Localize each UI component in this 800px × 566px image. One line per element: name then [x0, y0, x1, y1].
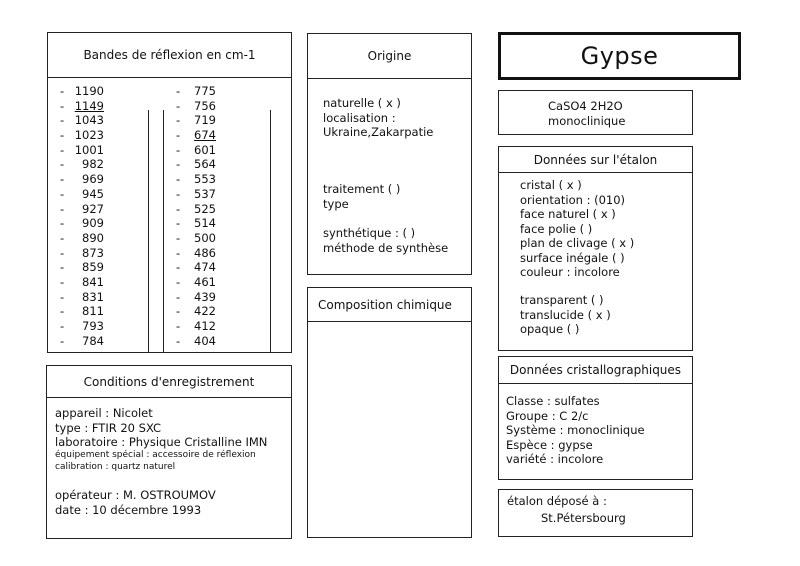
band-value: 1043 [74, 113, 104, 128]
band-value: 719 [194, 113, 216, 128]
band-value: 461 [194, 274, 216, 289]
dash-marker: - [60, 333, 65, 348]
band-row [176, 157, 216, 172]
band-row [176, 84, 216, 99]
dash-marker: - [60, 186, 65, 201]
origine-panel [307, 33, 472, 275]
bands-column-2 [176, 84, 216, 348]
etalon-property: face naturel ( x ) [520, 207, 616, 221]
etalon-transparency [520, 293, 611, 337]
synthetique-field: synthétique : ( ) [323, 226, 416, 240]
cristallo-panel [498, 356, 693, 480]
dash-marker: - [60, 128, 65, 143]
dash-marker: - [176, 128, 181, 143]
band-row [60, 157, 104, 172]
dash-marker: - [60, 216, 65, 231]
band-value: 831 [82, 289, 104, 304]
traitement-field: traitement ( ) [323, 182, 401, 196]
band-value: 811 [82, 304, 104, 319]
operateur-field: opérateur : M. OSTROUMOV [55, 488, 216, 502]
methode-field: méthode de synthèse [323, 240, 449, 255]
band-value: 927 [82, 201, 104, 216]
cristallo-property: Système : monoclinique [506, 423, 645, 437]
etalon-transparency-item: translucide ( x ) [520, 307, 611, 322]
depot-place: St.Pétersbourg [541, 511, 626, 525]
cristallo-property: Classe : sulfates [506, 394, 600, 408]
band-row [60, 304, 104, 319]
band-row [176, 246, 216, 261]
etalon-property: couleur : incolore [520, 265, 620, 279]
etalon-title: Données sur l'étalon [533, 152, 658, 167]
band-value: 412 [194, 319, 216, 333]
dash-marker: - [60, 113, 65, 128]
dash-marker: - [176, 113, 181, 128]
dash-marker: - [176, 319, 181, 333]
band-row [176, 334, 216, 349]
band-row [60, 260, 104, 275]
dash-marker: - [176, 172, 181, 187]
cristallo-property: Groupe : C 2/c [506, 408, 589, 423]
band-row [176, 275, 216, 290]
reflexion-bands-header [48, 33, 291, 78]
dash-marker: - [176, 289, 181, 304]
etalon-header [499, 147, 692, 173]
reflexion-bands-panel [47, 32, 292, 353]
band-value: 1001 [74, 142, 104, 157]
dash-marker: - [176, 98, 181, 113]
dash-marker: - [176, 216, 181, 231]
band-row [60, 128, 104, 143]
laboratoire-field: laboratoire : Physique Cristalline IMN [55, 435, 268, 449]
formula-box [498, 90, 693, 135]
band-row [176, 113, 216, 128]
dash-marker: - [60, 260, 65, 275]
band-value: 525 [194, 201, 216, 216]
dash-marker: - [60, 142, 65, 157]
etalon-property: surface inégale ( ) [520, 250, 625, 265]
column-divider [148, 110, 149, 352]
origine-text [323, 96, 433, 140]
conditions-title: Conditions d'enregistrement [83, 374, 255, 389]
dash-marker: - [176, 186, 181, 201]
cristallo-property: variété : incolore [506, 452, 604, 466]
naturelle-field: naturelle ( x ) [323, 96, 401, 110]
localisation-label: localisation : [323, 110, 396, 125]
band-row [176, 290, 216, 305]
band-row [176, 304, 216, 319]
etalon-property: cristal ( x ) [520, 178, 582, 192]
band-row [60, 275, 104, 290]
band-row [176, 216, 216, 231]
origine-header [308, 34, 471, 79]
band-value: 1023 [74, 128, 104, 143]
band-row [176, 260, 216, 275]
band-value: 474 [194, 260, 216, 275]
band-row [176, 319, 216, 334]
composition-panel [307, 287, 472, 538]
band-row [60, 84, 104, 99]
band-row [60, 231, 104, 246]
cristallo-title: Données cristallographiques [509, 363, 682, 377]
conditions-header [47, 366, 291, 398]
dash-marker: - [176, 84, 181, 98]
band-value: 674 [194, 128, 216, 143]
band-value: 601 [194, 142, 216, 157]
equipement-field: équipement spécial : accessoire de réflexion [55, 450, 256, 460]
conditions-panel [46, 365, 292, 539]
etalon-property: face polie ( ) [520, 221, 593, 236]
band-value: 793 [82, 319, 104, 333]
dash-marker: - [176, 157, 181, 172]
origine-title: Origine [367, 49, 412, 63]
type-field: type : FTIR 20 SXC [55, 420, 162, 435]
band-value: 537 [194, 186, 216, 201]
crystal-system: monoclinique [548, 113, 626, 128]
band-value: 1190 [74, 84, 104, 98]
band-row [176, 231, 216, 246]
mineral-name: Gypse [580, 42, 659, 70]
band-row [60, 319, 104, 334]
band-value: 775 [194, 84, 216, 98]
dash-marker: - [60, 319, 65, 333]
localisation-value: Ukraine,Zakarpatie [323, 125, 434, 139]
band-value: 514 [194, 216, 216, 231]
band-value: 553 [194, 172, 216, 187]
band-row [60, 202, 104, 217]
band-row [60, 99, 104, 114]
dash-marker: - [176, 333, 181, 348]
dash-marker: - [60, 230, 65, 245]
conditions-text [55, 406, 267, 450]
dash-marker: - [60, 172, 65, 187]
dash-marker: - [60, 201, 65, 216]
band-row [176, 202, 216, 217]
band-value: 784 [82, 333, 104, 348]
band-row [60, 290, 104, 305]
band-value: 859 [82, 260, 104, 275]
band-row [60, 334, 104, 349]
band-row [176, 172, 216, 187]
cristallo-properties [506, 394, 645, 467]
etalon-panel [498, 146, 693, 351]
band-value: 982 [82, 157, 104, 172]
conditions-small-text [55, 449, 256, 473]
band-value: 873 [82, 245, 104, 260]
dash-marker: - [176, 260, 181, 275]
dash-marker: - [60, 274, 65, 289]
band-value: 500 [194, 230, 216, 245]
date-field: date : 10 décembre 1993 [55, 502, 202, 517]
conditions-operator [55, 488, 216, 517]
etalon-properties [520, 178, 634, 280]
band-value: 841 [82, 274, 104, 289]
depot-label: étalon déposé à : [507, 494, 607, 508]
dash-marker: - [60, 98, 65, 113]
band-value: 945 [82, 186, 104, 201]
band-row [60, 143, 104, 158]
band-row [176, 143, 216, 158]
depot-box [498, 489, 693, 537]
dash-marker: - [176, 201, 181, 216]
dash-marker: - [60, 84, 65, 98]
band-value: 756 [194, 98, 216, 113]
band-row [60, 246, 104, 261]
origine-synthesis [323, 226, 448, 255]
dash-marker: - [176, 142, 181, 157]
appareil-field: appareil : Nicolet [55, 406, 153, 420]
band-row [176, 128, 216, 143]
composition-title: Composition chimique [318, 297, 452, 312]
band-row [60, 113, 104, 128]
band-row [176, 99, 216, 114]
reflexion-bands-title: Bandes de réflexion en cm-1 [83, 48, 256, 62]
etalon-property: orientation : (010) [520, 192, 626, 207]
chemical-formula: CaSO4 2H2O [548, 99, 623, 113]
dash-marker: - [60, 289, 65, 304]
band-row [60, 216, 104, 231]
composition-header [308, 288, 471, 322]
dash-marker: - [60, 304, 65, 319]
etalon-transparency-item: transparent ( ) [520, 293, 604, 307]
band-row [60, 172, 104, 187]
band-value: 564 [194, 157, 216, 172]
dash-marker: - [176, 230, 181, 245]
dash-marker: - [176, 274, 181, 289]
origine-treatment [323, 182, 400, 211]
mineral-name-box [498, 32, 741, 80]
band-value: 439 [194, 289, 216, 304]
bands-column-1 [60, 84, 104, 348]
dash-marker: - [60, 245, 65, 260]
cristallo-property: Espèce : gypse [506, 437, 593, 452]
band-value: 890 [82, 230, 104, 245]
band-row [60, 187, 104, 202]
band-value: 1149 [74, 98, 104, 113]
etalon-transparency-item: opaque ( ) [520, 322, 580, 336]
type-field: type [323, 196, 349, 211]
column-divider [270, 110, 271, 352]
calibration-field: calibration : quartz naturel [55, 462, 176, 472]
cristallo-header [499, 357, 692, 384]
band-value: 909 [82, 216, 104, 231]
formula-text [548, 99, 625, 128]
etalon-property: plan de clivage ( x ) [520, 236, 635, 250]
band-row [176, 187, 216, 202]
column-divider [163, 110, 164, 352]
dash-marker: - [60, 157, 65, 172]
dash-marker: - [176, 304, 181, 319]
band-value: 404 [194, 333, 216, 348]
band-value: 422 [194, 304, 216, 319]
band-value: 486 [194, 245, 216, 260]
dash-marker: - [176, 245, 181, 260]
band-value: 969 [82, 172, 104, 187]
